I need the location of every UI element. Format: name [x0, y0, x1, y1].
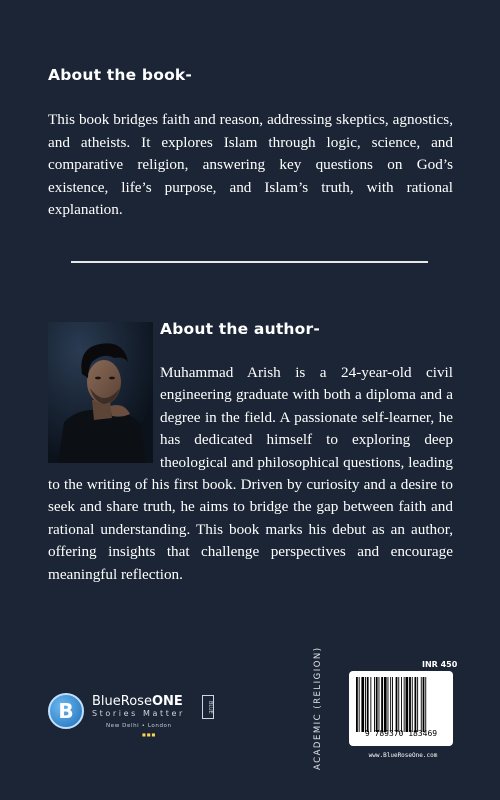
barcode-bar [367, 677, 369, 732]
isbn-digits: 9 789370 183469 [364, 729, 438, 738]
barcode-bar [379, 677, 380, 732]
about-book-text: This book bridges faith and reason, addressing skeptics, agnostics, and atheists. It explores Islam through logic, science, and comparative religion, answering key questions on God’s existence, life’s purpose, and Islam’s truth, with rational explanation. [48, 111, 453, 218]
genre-label: ACADEMIC (RELIGION) [313, 646, 323, 770]
section-divider [71, 261, 428, 263]
barcode-bar [374, 677, 375, 732]
about-author-text-container [48, 362, 453, 586]
barcode [349, 671, 453, 746]
barcode-bar [376, 677, 378, 732]
publisher-logo [48, 690, 228, 740]
barcode-bar [401, 677, 402, 732]
price-label: INR 450 [422, 660, 458, 669]
publisher-website: www.BlueRoseOne.com [368, 752, 438, 759]
barcode-bar [406, 677, 409, 732]
publisher-brand-box: BLUE [202, 695, 214, 719]
barcode-bar [425, 677, 426, 732]
publisher-brand-name [92, 694, 183, 709]
barcode-bar [398, 677, 399, 732]
barcode-bar [421, 677, 422, 732]
barcode-bars [356, 677, 446, 732]
barcode-bar [381, 677, 383, 732]
publisher-logo-letter: B [58, 699, 74, 723]
barcode-bar [384, 677, 387, 732]
barcode-bar [388, 677, 389, 732]
barcode-bar [409, 677, 411, 732]
publisher-cities: New Delhi • London [106, 723, 172, 729]
barcode-bar [417, 677, 418, 732]
barcode-bar [404, 677, 405, 732]
barcode-bar [390, 677, 391, 732]
social-icons: ■■■ [142, 732, 157, 737]
barcode-bar [359, 677, 360, 732]
barcode-bar [361, 677, 364, 732]
about-author-heading: About the author- [160, 320, 320, 338]
barcode-bar [396, 677, 398, 732]
barcode-bar [415, 677, 417, 732]
barcode-bar [365, 677, 366, 732]
barcode-bar [370, 677, 371, 732]
barcode-bar [423, 677, 425, 732]
brand-prefix: BlueRose [92, 694, 152, 709]
barcode-bar [356, 677, 358, 732]
brand-suffix: ONE [151, 694, 183, 709]
barcode-bar [412, 677, 413, 732]
publisher-tagline: Stories Matter [92, 709, 185, 718]
about-author-text: Muhammad Arish is a 24-year-old civil engineering graduate with both a diploma and a degree in the field. A passionate self-learner, he has dedicated himself to exploring deep theological and philosophical questions, leading to the writing of his first book. Driven by curiosity and a desire to seek and share truth, he aims to bridge the gap between faith and rational understanding. This book marks his debut as an author, offering insights that challenge perspectives and encourage meaningful reflection. [48, 364, 453, 583]
about-book-heading: About the book- [48, 66, 193, 84]
barcode-bar [392, 677, 393, 732]
